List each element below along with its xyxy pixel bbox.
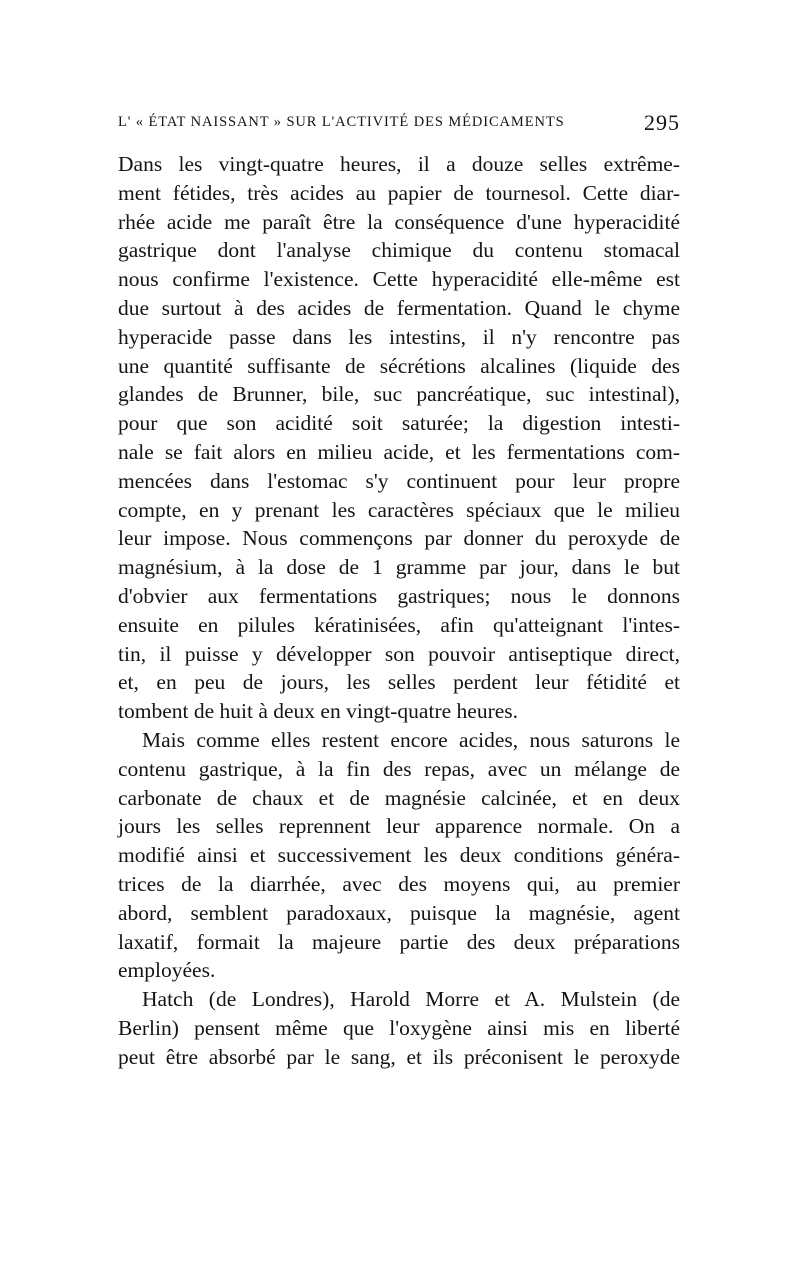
running-title: L' « ÉTAT NAISSANT » SUR L'ACTIVITÉ DES MÉDICAMENTS [118,114,565,130]
text-line: leur impose. Nous commençons par donner du peroxyde de [118,526,680,551]
text-line: Hatch (de Londres), Harold Morre et A. Mulstein (de [142,987,680,1012]
text-line: rhée acide me paraît être la conséquence d'une hyperacidité [118,209,680,234]
text-line: glandes de Brunner, bile, suc pancréatique, suc intestinal), [118,382,680,407]
text-line: jours les selles reprennent leur apparence normale. On a [118,814,680,839]
text-line: compte, en y prenant les caractères spéciaux que le milieu [118,497,680,522]
text-line: ensuite en pilules kératinisées, afin qu'atteignant l'intes- [118,612,680,637]
text-line: Mais comme elles restent encore acides, nous saturons le [142,727,680,752]
text-line: une quantité suffisante de sécrétions alcalines (liquide des [118,353,680,378]
body-text [118,150,680,1072]
text-line: modifié ainsi et successivement les deux conditions généra- [118,843,680,868]
text-line: peut être absorbé par le sang, et ils préconisent le peroxyde [118,1044,680,1069]
text-line: abord, semblent paradoxaux, puisque la magnésie, agent [118,900,680,925]
text-line: laxatif, formait la majeure partie des deux préparations [118,929,680,954]
text-line: ment fétides, très acides au papier de tournesol. Cette diar- [118,180,680,205]
text-line: carbonate de chaux et de magnésie calcinée, et en deux [118,785,680,810]
text-line: nale se fait alors en milieu acide, et les fermentations com- [118,439,680,464]
text-line: nous confirme l'existence. Cette hyperacidité elle-même est [118,267,680,292]
text-line: magnésium, à la dose de 1 gramme par jour, dans le but [118,555,680,580]
text-line: gastrique dont l'analyse chimique du contenu stomacal [118,238,680,263]
text-line: tombent de huit à deux en vingt-quatre heures. [118,699,519,724]
paragraph [118,150,680,726]
text-line: contenu gastrique, à la fin des repas, avec un mélange de [118,756,680,781]
running-head [118,110,680,140]
text-line: due surtout à des acides de fermentation. Quand le chyme [118,295,680,320]
text-line: d'obvier aux fermentations gastriques; nous le donnons [118,583,680,608]
text-line: Berlin) pensent même que l'oxygène ainsi mis en liberté [118,1015,680,1040]
book-page [118,0,680,1262]
text-line: et, en peu de jours, les selles perdent leur fétidité et [118,670,680,695]
paragraph [118,726,680,985]
page-number: 295 [644,110,680,135]
text-line: hyperacide passe dans les intestins, il n'y rencontre pas [118,324,680,349]
text-line: employées. [118,958,216,983]
text-line: mencées dans l'estomac s'y continuent pour leur propre [118,468,680,493]
paragraph [118,985,680,1071]
text-line: trices de la diarrhée, avec des moyens qui, au premier [118,871,680,896]
text-line: tin, il puisse y développer son pouvoir antiseptique direct, [118,641,680,666]
text-line: Dans les vingt-quatre heures, il a douze selles extrême- [118,152,680,176]
text-line: pour que son acidité soit saturée; la digestion intesti- [118,411,680,436]
